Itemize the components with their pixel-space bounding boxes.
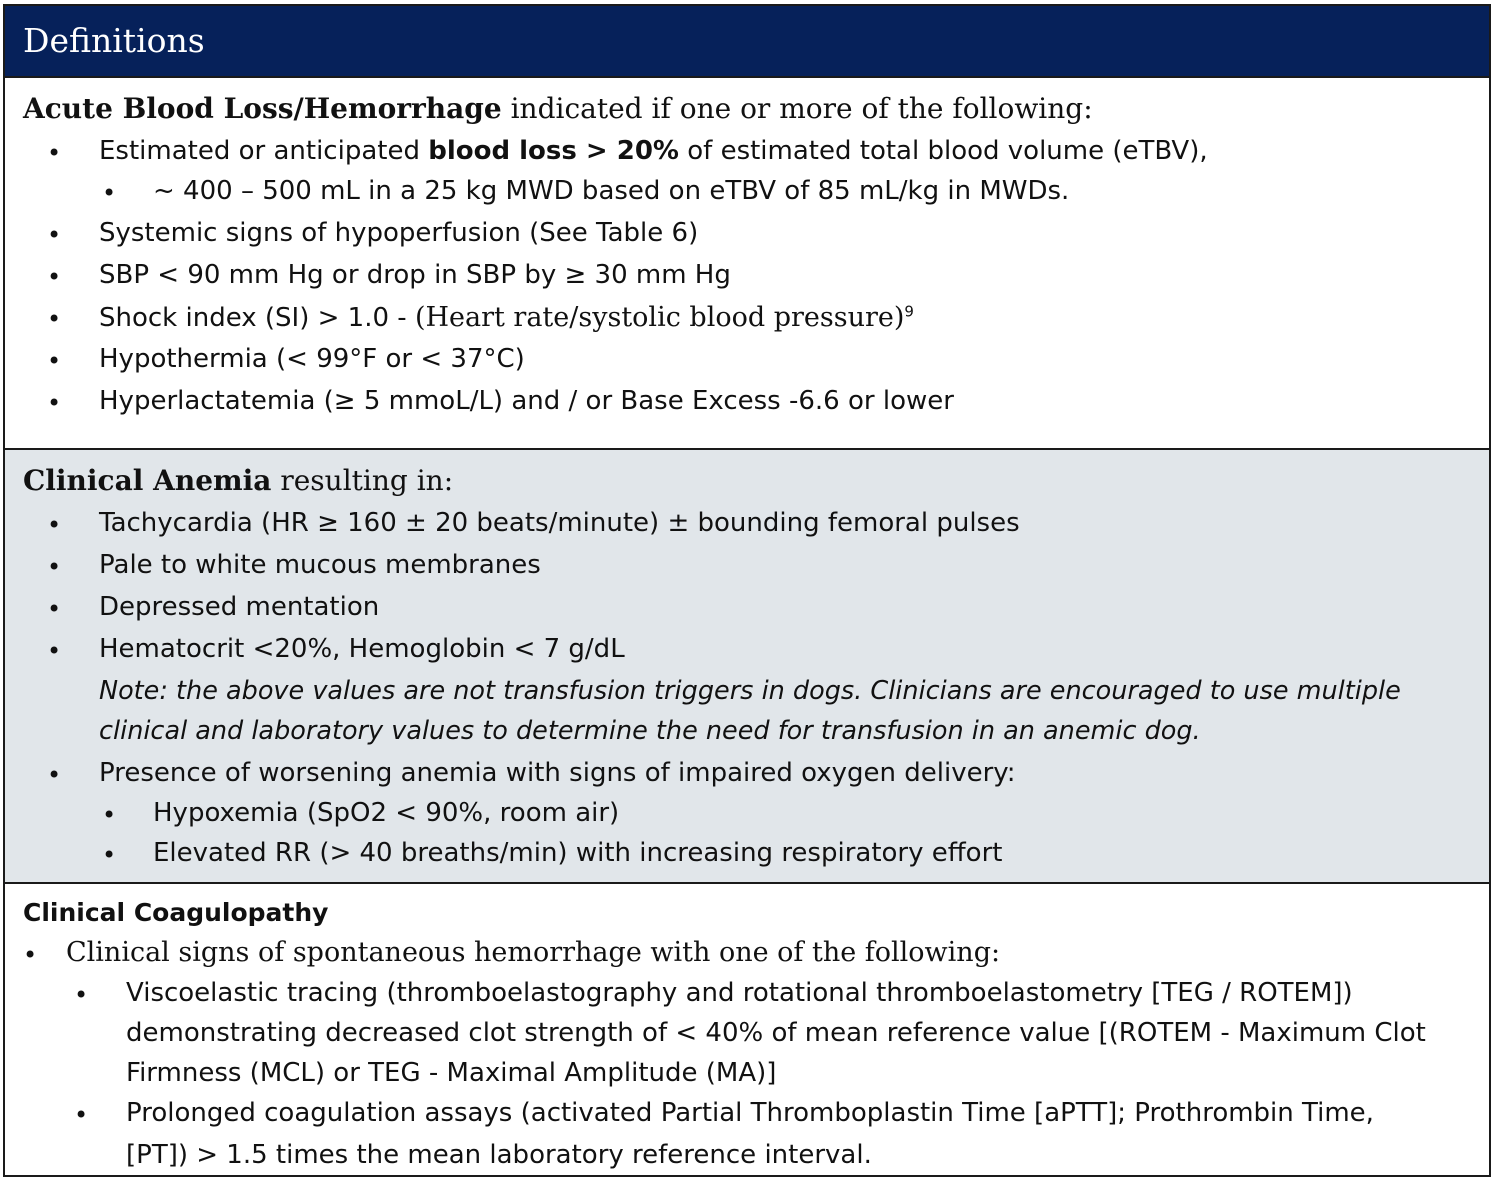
section-heading (23, 464, 453, 497)
list-item: Hematocrit <20%, Hemoglobin < 7 g/dL (99, 634, 625, 664)
sub-list-item-line: Prolonged coagulation assays (activated Partial Thromboplastin Time [aPTT]; Prothrombin Time, (126, 1098, 1374, 1128)
bullet: • (47, 553, 62, 581)
list-item: Presence of worsening anemia with signs of impaired oxygen delivery: (99, 758, 1016, 788)
bullet: • (74, 1101, 89, 1129)
heading-bold: Clinical Anemia (23, 464, 272, 497)
bullet: • (47, 389, 62, 417)
section-clinical-coagulopathy (5, 882, 1489, 1175)
sub-list-item: ~ 400 – 500 mL in a 25 kg MWD based on eTBV of 85 mL/kg in MWDs. (153, 176, 1070, 206)
bullet: • (47, 761, 62, 789)
list-item: Pale to white mucous membranes (99, 550, 541, 580)
list-item: Depressed mentation (99, 592, 380, 622)
section-heading (23, 92, 1093, 125)
list-item: Hypothermia (< 99°F or < 37°C) (99, 344, 525, 374)
sub-list-item-line: Firmness (MCL) or TEG - Maximal Amplitude (MA)] (126, 1058, 777, 1088)
sub-list-item: Elevated RR (> 40 breaths/min) with increasing respiratory effort (153, 838, 1003, 868)
heading-rest: indicated if one or more of the following: (501, 92, 1093, 125)
bullet: • (102, 179, 117, 207)
heading-bold: Acute Blood Loss/Hemorrhage (23, 92, 502, 125)
sub-list-item-line: Viscoelastic tracing (thromboelastography and rotational thromboelastometry [TEG / ROTEM]) (126, 978, 1353, 1008)
bullet: • (47, 637, 62, 665)
bullet: • (47, 595, 62, 623)
bullet: • (47, 263, 62, 291)
list-item: Hyperlactatemia (≥ 5 mmoL/L) and / or Base Excess -6.6 or lower (99, 386, 954, 416)
section-acute-blood-loss (5, 76, 1489, 448)
note-line: clinical and laboratory values to determine the need for transfusion in an anemic dog. (99, 716, 1201, 746)
footnote-ref: 9 (904, 302, 914, 321)
emphasis: blood loss > 20% (428, 136, 679, 166)
note-line: Note: the above values are not transfusion triggers in dogs. Clinicians are encouraged to use multiple (99, 676, 1401, 706)
bullet: • (102, 841, 117, 869)
list-item: Clinical signs of spontaneous hemorrhage with one of the following: (66, 937, 1001, 968)
section-clinical-anemia (5, 448, 1489, 882)
list-item: Shock index (SI) > 1.0 - (Heart rate/systolic blood pressure)$^9$ (99, 302, 914, 333)
sub-list-item-line: demonstrating decreased clot strength of < 40% of mean reference value [(ROTEM - Maximum Clot (126, 1018, 1426, 1048)
sub-list-item: Hypoxemia (SpO2 < 90%, room air) (153, 798, 620, 828)
bullet: • (47, 347, 62, 375)
bullet: • (47, 305, 62, 333)
bullet: • (74, 981, 89, 1009)
section-heading: Clinical Coagulopathy (23, 898, 329, 927)
bullet: • (23, 941, 38, 969)
bullet: • (47, 511, 62, 539)
sub-list-item-line: [PT]) > 1.5 times the mean laboratory reference interval. (126, 1140, 872, 1170)
bullet: • (47, 221, 62, 249)
list-item: Estimated or anticipated blood loss > 20% of estimated total blood volume (eTBV), (99, 136, 1208, 166)
bullet: • (102, 801, 117, 829)
heading-rest: resulting in: (271, 464, 454, 497)
bullet: • (47, 139, 62, 167)
list-item: Systemic signs of hypoperfusion (See Table 6) (99, 218, 699, 248)
list-item: Tachycardia (HR ≥ 160 ± 20 beats/minute) ± bounding femoral pulses (99, 508, 1020, 538)
definitions-table (3, 4, 1491, 1177)
table-header: Definitions (5, 6, 1489, 76)
list-item: SBP < 90 mm Hg or drop in SBP by ≥ 30 mm Hg (99, 260, 731, 290)
